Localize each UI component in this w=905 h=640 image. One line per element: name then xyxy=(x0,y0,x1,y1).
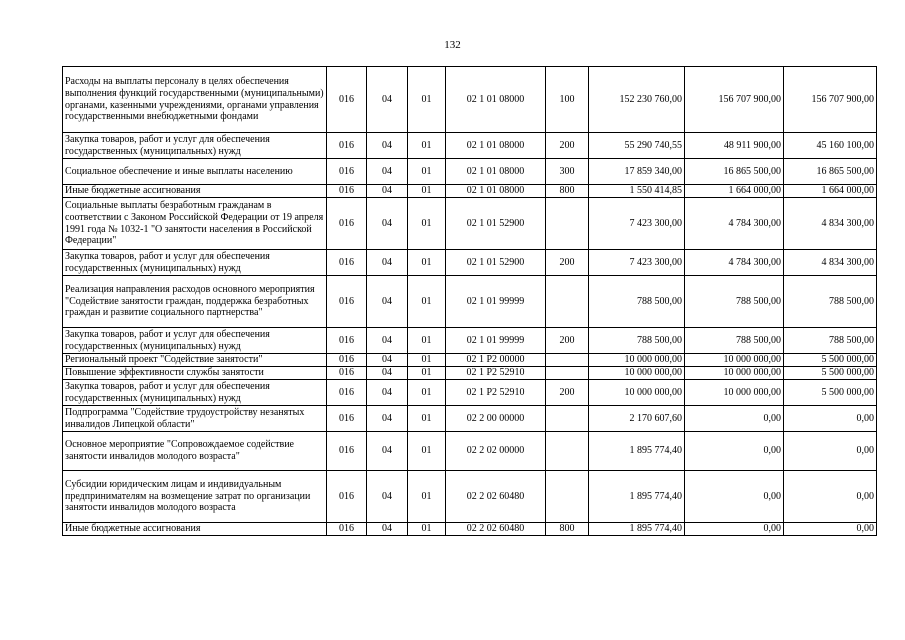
amount-year2-cell: 0,00 xyxy=(685,523,784,536)
amount-year3-cell: 0,00 xyxy=(784,523,877,536)
target-article-cell: 02 1 01 08000 xyxy=(446,133,546,159)
section-code-cell: 04 xyxy=(367,198,408,250)
target-article-cell: 02 1 01 99999 xyxy=(446,328,546,354)
amount-year1-cell: 10 000 000,00 xyxy=(589,380,685,406)
amount-year1-cell: 1 895 774,40 xyxy=(589,523,685,536)
expense-type-cell xyxy=(546,432,589,471)
target-article-cell: 02 1 P2 00000 xyxy=(446,354,546,367)
table-row xyxy=(63,185,877,198)
grbs-code-cell: 016 xyxy=(327,354,367,367)
amount-year3-cell: 0,00 xyxy=(784,471,877,523)
row-name-cell: Закупка товаров, работ и услуг для обеспечения государственных (муниципальных) нужд xyxy=(63,133,327,159)
amount-year1-cell: 7 423 300,00 xyxy=(589,250,685,276)
subsection-code-cell: 01 xyxy=(408,354,446,367)
expense-type-cell xyxy=(546,471,589,523)
target-article-cell: 02 1 P2 52910 xyxy=(446,380,546,406)
amount-year2-cell: 10 000 000,00 xyxy=(685,380,784,406)
amount-year3-cell: 0,00 xyxy=(784,406,877,432)
amount-year1-cell: 788 500,00 xyxy=(589,328,685,354)
amount-year2-cell: 788 500,00 xyxy=(685,328,784,354)
amount-year2-cell: 4 784 300,00 xyxy=(685,198,784,250)
expense-type-cell: 200 xyxy=(546,250,589,276)
amount-year3-cell: 156 707 900,00 xyxy=(784,67,877,133)
row-name-cell: Социальные выплаты безработным гражданам в соответствии с Законом Российской Федерации от 19 апреля 1991 года № 1032-1 "О занятости населения в Российской Федерации" xyxy=(63,198,327,250)
subsection-code-cell: 01 xyxy=(408,432,446,471)
row-name-cell: Региональный проект "Содействие занятости" xyxy=(63,354,327,367)
table-row xyxy=(63,380,877,406)
target-article-cell: 02 1 01 52900 xyxy=(446,198,546,250)
grbs-code-cell: 016 xyxy=(327,380,367,406)
amount-year2-cell: 1 664 000,00 xyxy=(685,185,784,198)
amount-year2-cell: 48 911 900,00 xyxy=(685,133,784,159)
expense-type-cell xyxy=(546,406,589,432)
subsection-code-cell: 01 xyxy=(408,159,446,185)
subsection-code-cell: 01 xyxy=(408,198,446,250)
section-code-cell: 04 xyxy=(367,432,408,471)
amount-year1-cell: 788 500,00 xyxy=(589,276,685,328)
grbs-code-cell: 016 xyxy=(327,198,367,250)
table-row xyxy=(63,159,877,185)
subsection-code-cell: 01 xyxy=(408,276,446,328)
subsection-code-cell: 01 xyxy=(408,250,446,276)
section-code-cell: 04 xyxy=(367,276,408,328)
table-row xyxy=(63,471,877,523)
subsection-code-cell: 01 xyxy=(408,185,446,198)
section-code-cell: 04 xyxy=(367,67,408,133)
section-code-cell: 04 xyxy=(367,250,408,276)
amount-year2-cell: 788 500,00 xyxy=(685,276,784,328)
amount-year2-cell: 10 000 000,00 xyxy=(685,354,784,367)
row-name-cell: Реализация направления расходов основного мероприятия "Содействие занятости граждан, поддержка безработных граждан и развитие социального партнерства" xyxy=(63,276,327,328)
grbs-code-cell: 016 xyxy=(327,250,367,276)
amount-year3-cell: 1 664 000,00 xyxy=(784,185,877,198)
target-article-cell: 02 1 01 99999 xyxy=(446,276,546,328)
target-article-cell: 02 1 01 52900 xyxy=(446,250,546,276)
expense-type-cell xyxy=(546,276,589,328)
section-code-cell: 04 xyxy=(367,406,408,432)
section-code-cell: 04 xyxy=(367,523,408,536)
target-article-cell: 02 1 01 08000 xyxy=(446,159,546,185)
table-row xyxy=(63,276,877,328)
table-row xyxy=(63,133,877,159)
table-body xyxy=(63,67,877,536)
table-row xyxy=(63,198,877,250)
grbs-code-cell: 016 xyxy=(327,276,367,328)
amount-year1-cell: 2 170 607,60 xyxy=(589,406,685,432)
target-article-cell: 02 2 02 60480 xyxy=(446,523,546,536)
amount-year1-cell: 1 895 774,40 xyxy=(589,471,685,523)
subsection-code-cell: 01 xyxy=(408,133,446,159)
table-row xyxy=(63,406,877,432)
target-article-cell: 02 1 01 08000 xyxy=(446,185,546,198)
expense-type-cell: 800 xyxy=(546,185,589,198)
expense-type-cell xyxy=(546,354,589,367)
subsection-code-cell: 01 xyxy=(408,471,446,523)
amount-year2-cell: 156 707 900,00 xyxy=(685,67,784,133)
table-row xyxy=(63,432,877,471)
grbs-code-cell: 016 xyxy=(327,328,367,354)
grbs-code-cell: 016 xyxy=(327,185,367,198)
subsection-code-cell: 01 xyxy=(408,380,446,406)
grbs-code-cell: 016 xyxy=(327,406,367,432)
target-article-cell: 02 1 P2 52910 xyxy=(446,367,546,380)
subsection-code-cell: 01 xyxy=(408,406,446,432)
row-name-cell: Иные бюджетные ассигнования xyxy=(63,523,327,536)
budget-table xyxy=(62,66,877,536)
row-name-cell: Подпрограмма "Содействие трудоустройству незанятых инвалидов Липецкой области" xyxy=(63,406,327,432)
amount-year3-cell: 0,00 xyxy=(784,432,877,471)
expense-type-cell: 200 xyxy=(546,133,589,159)
section-code-cell: 04 xyxy=(367,471,408,523)
section-code-cell: 04 xyxy=(367,367,408,380)
amount-year3-cell: 788 500,00 xyxy=(784,276,877,328)
expense-type-cell: 200 xyxy=(546,380,589,406)
row-name-cell: Субсидии юридическим лицам и индивидуальным предпринимателям на возмещение затрат по организации занятости инвалидов молодого возраста xyxy=(63,471,327,523)
grbs-code-cell: 016 xyxy=(327,159,367,185)
table-row xyxy=(63,523,877,536)
row-name-cell: Основное мероприятие "Сопровождаемое содействие занятости инвалидов молодого возраста" xyxy=(63,432,327,471)
amount-year3-cell: 4 834 300,00 xyxy=(784,250,877,276)
page-number: 132 xyxy=(444,39,461,51)
row-name-cell: Социальное обеспечение и иные выплаты населению xyxy=(63,159,327,185)
grbs-code-cell: 016 xyxy=(327,367,367,380)
amount-year3-cell: 5 500 000,00 xyxy=(784,354,877,367)
amount-year1-cell: 1 550 414,85 xyxy=(589,185,685,198)
amount-year1-cell: 10 000 000,00 xyxy=(589,367,685,380)
amount-year3-cell: 788 500,00 xyxy=(784,328,877,354)
amount-year3-cell: 5 500 000,00 xyxy=(784,380,877,406)
amount-year3-cell: 16 865 500,00 xyxy=(784,159,877,185)
grbs-code-cell: 016 xyxy=(327,523,367,536)
table-row xyxy=(63,328,877,354)
row-name-cell: Закупка товаров, работ и услуг для обеспечения государственных (муниципальных) нужд xyxy=(63,380,327,406)
subsection-code-cell: 01 xyxy=(408,67,446,133)
target-article-cell: 02 2 00 00000 xyxy=(446,406,546,432)
row-name-cell: Повышение эффективности службы занятости xyxy=(63,367,327,380)
expense-type-cell xyxy=(546,198,589,250)
section-code-cell: 04 xyxy=(367,380,408,406)
section-code-cell: 04 xyxy=(367,133,408,159)
table-row xyxy=(63,67,877,133)
amount-year2-cell: 16 865 500,00 xyxy=(685,159,784,185)
amount-year2-cell: 0,00 xyxy=(685,406,784,432)
target-article-cell: 02 1 01 08000 xyxy=(446,67,546,133)
expense-type-cell: 200 xyxy=(546,328,589,354)
row-name-cell: Иные бюджетные ассигнования xyxy=(63,185,327,198)
grbs-code-cell: 016 xyxy=(327,432,367,471)
expense-type-cell xyxy=(546,367,589,380)
expense-type-cell: 800 xyxy=(546,523,589,536)
amount-year2-cell: 0,00 xyxy=(685,432,784,471)
section-code-cell: 04 xyxy=(367,354,408,367)
table-row xyxy=(63,250,877,276)
table-row xyxy=(63,367,877,380)
target-article-cell: 02 2 02 00000 xyxy=(446,432,546,471)
target-article-cell: 02 2 02 60480 xyxy=(446,471,546,523)
amount-year1-cell: 55 290 740,55 xyxy=(589,133,685,159)
section-code-cell: 04 xyxy=(367,185,408,198)
section-code-cell: 04 xyxy=(367,159,408,185)
row-name-cell: Закупка товаров, работ и услуг для обеспечения государственных (муниципальных) нужд xyxy=(63,250,327,276)
subsection-code-cell: 01 xyxy=(408,523,446,536)
amount-year3-cell: 45 160 100,00 xyxy=(784,133,877,159)
grbs-code-cell: 016 xyxy=(327,133,367,159)
amount-year1-cell: 7 423 300,00 xyxy=(589,198,685,250)
amount-year3-cell: 4 834 300,00 xyxy=(784,198,877,250)
amount-year3-cell: 5 500 000,00 xyxy=(784,367,877,380)
section-code-cell: 04 xyxy=(367,328,408,354)
row-name-cell: Закупка товаров, работ и услуг для обеспечения государственных (муниципальных) нужд xyxy=(63,328,327,354)
subsection-code-cell: 01 xyxy=(408,328,446,354)
amount-year2-cell: 0,00 xyxy=(685,471,784,523)
grbs-code-cell: 016 xyxy=(327,471,367,523)
amount-year1-cell: 1 895 774,40 xyxy=(589,432,685,471)
amount-year1-cell: 17 859 340,00 xyxy=(589,159,685,185)
table-row xyxy=(63,354,877,367)
amount-year2-cell: 4 784 300,00 xyxy=(685,250,784,276)
expense-type-cell: 300 xyxy=(546,159,589,185)
amount-year2-cell: 10 000 000,00 xyxy=(685,367,784,380)
grbs-code-cell: 016 xyxy=(327,67,367,133)
row-name-cell: Расходы на выплаты персоналу в целях обеспечения выполнения функций государственными (муниципальными) органами, казенными учреждениями, органами управления государственными внебюджетными фондами xyxy=(63,67,327,133)
expense-type-cell: 100 xyxy=(546,67,589,133)
subsection-code-cell: 01 xyxy=(408,367,446,380)
amount-year1-cell: 152 230 760,00 xyxy=(589,67,685,133)
amount-year1-cell: 10 000 000,00 xyxy=(589,354,685,367)
